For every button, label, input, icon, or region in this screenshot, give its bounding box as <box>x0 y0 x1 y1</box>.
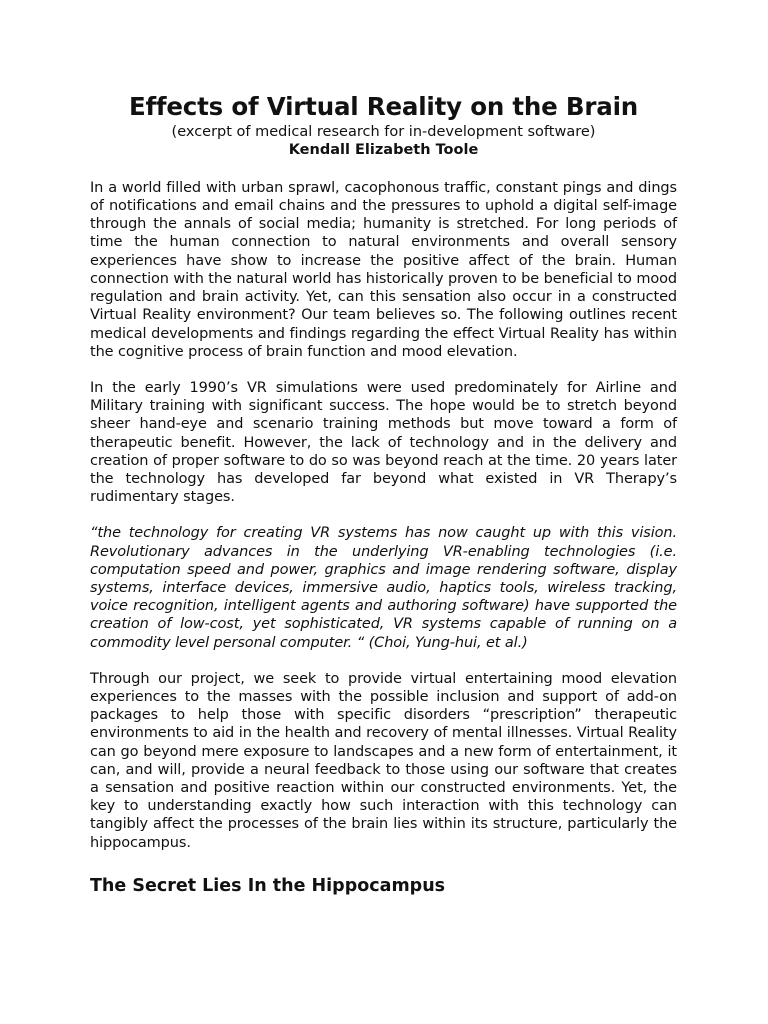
document-author: Kendall Elizabeth Toole <box>288 141 479 158</box>
block-quote: “the technology for creating VR systems has now caught up with this vision. Revolutionary advances in the underlying VR-enabling technologies (i.e. computation speed and power, graphics and image rendering software, display systems, interface devices, immersive audio, haptics tools, wireless tracking, voice recognition, intelligent agents and authoring software) have supported the creation of low-cost, yet sophisticated, VR systems capable of running on a commodity level personal computer. “ (Choi, Yung-hui, et al.) <box>90 525 677 651</box>
document-title: Effects of Virtual Reality on the Brain <box>128 92 639 121</box>
document-page <box>90 92 677 897</box>
body-paragraph-project: Through our project, we seek to provide virtual entertaining mood elevation experiences to the masses with the possible inclusion and support of add-on packages to help those with specific disorders “prescription” therapeutic environments to aid in the health and recovery of mental illnesses. Virtual Reality can go beyond mere exposure to landscapes and a new form of entertainment, it can, and will, provide a neural feedback to those using our software that creates a sensation and positive reaction within our constructed environments. Yet, the key to understanding exactly how such interaction with this technology can tangibly affect the processes of the brain lies within its structure, particularly the hippocampus. <box>90 670 677 851</box>
body-paragraph-history: In the early 1990’s VR simulations were used predominately for Airline and Military training with significant success. The hope would be to stretch beyond sheer hand-eye and scenario training methods but move toward a form of therapeutic benefit. However, the lack of technology and in the delivery and creation of proper software to do so was beyond reach at the time. 20 years later the technology has developed far beyond what existed in VR Therapy’s rudimentary stages. <box>90 379 677 506</box>
section-heading: The Secret Lies In the Hippocampus <box>90 875 446 896</box>
document-subtitle: (excerpt of medical research for in-development software) <box>171 123 596 140</box>
body-paragraph-intro: In a world filled with urban sprawl, cacophonous traffic, constant pings and dings of notifications and email chains and the pressures to uphold a digital self-image through the annals of social media; humanity is stretched. For long periods of time the human connection to natural environments and overall sensory experiences have show to increase the positive affect of the brain. Human connection with the natural world has historically proven to be beneficial to mood regulation and brain activity. Yet, can this sensation also occur in a constructed Virtual Reality environment? Our team believes so. The following outlines recent medical developments and findings regarding the effect Virtual Reality has within the cognitive process of brain function and mood elevation. <box>90 179 677 360</box>
